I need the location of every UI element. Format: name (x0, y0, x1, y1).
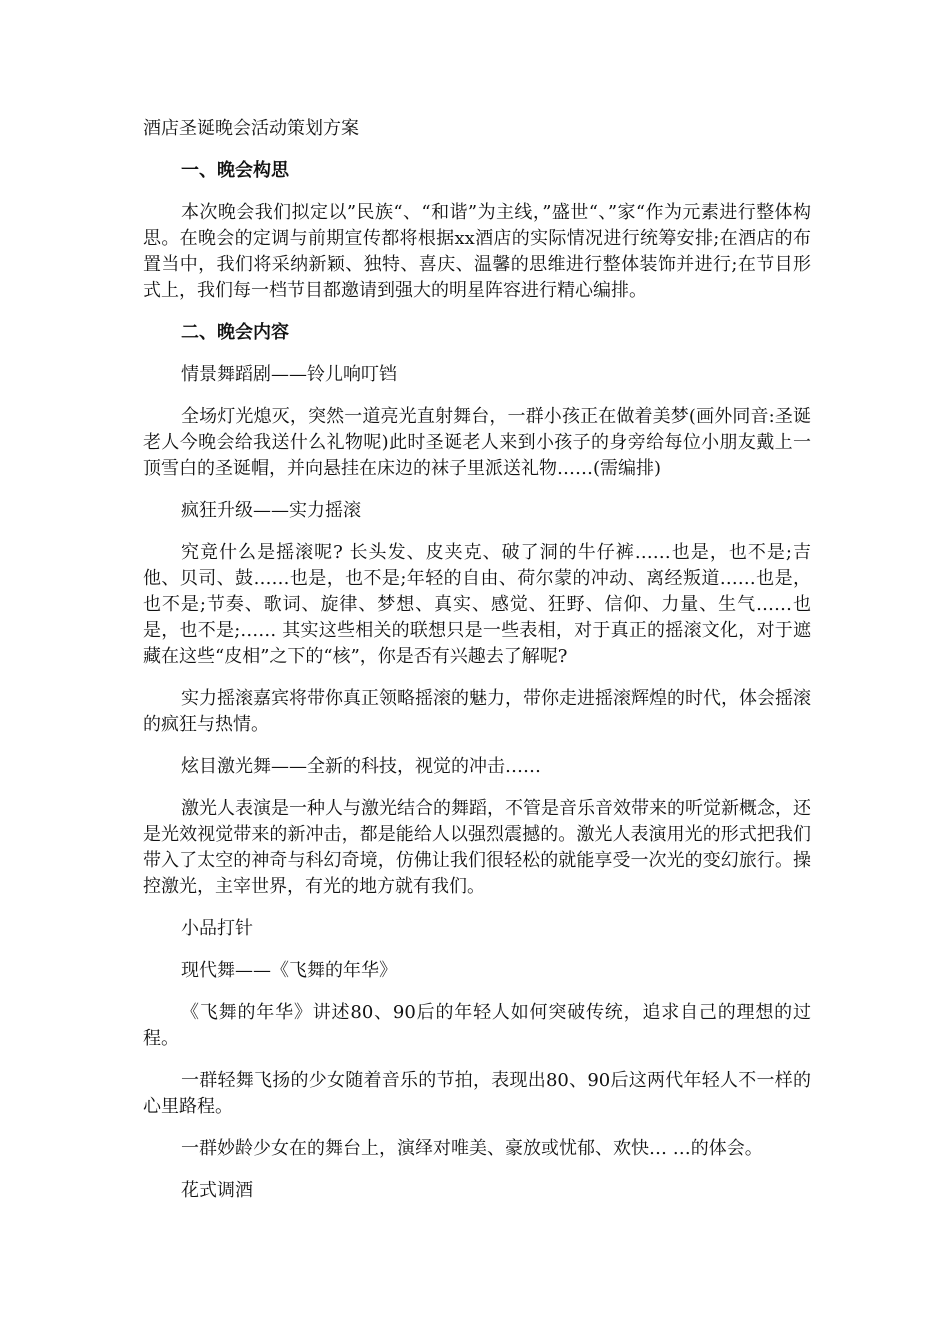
program-title-dance-drama: 情景舞蹈剧——铃儿响叮铛 (181, 364, 397, 385)
program-title-rock: 疯狂升级——实力摇滚 (181, 500, 361, 521)
program-title-bartending: 花式调酒 (181, 1180, 253, 1201)
program-description: 究竟什么是摇滚呢? 长头发、皮夹克、破了洞的牛仔裤……也是，也不是;吉他、贝司、鼓……也是，也不是;年轻的自由、荷尔蒙的冲动、离经叛道……也是，也不是;节奏、歌词、旋律、梦想、真实、感觉、狂野、信仰、力量、生气……也是，也不是;…… 其实这些相关的联想只是一些表相，对于真正的摇滚文化，对于遮藏在这些“皮相”之下的“核”，你是否有兴趣去了解呢? (143, 542, 811, 667)
concept-paragraph: 本次晚会我们拟定以”民族“、“和谐”为主线，”盛世“、”家“作为元素进行整体构思。在晚会的定调与前期宣传都将根据xx酒店的实际情况进行统筹安排;在酒店的布置当中，我们将采纳新颖、独特、喜庆、温馨的思维进行整体装饰并进行;在节目形式上，我们每一档节目都邀请到强大的明星阵容进行精心编排。 (143, 202, 811, 301)
program-title-skit: 小品打针 (181, 918, 253, 939)
section-heading-concept: 一、晚会构思 (181, 160, 289, 181)
program-description: 激光人表演是一种人与激光结合的舞蹈，不管是音乐音效带来的听觉新概念，还是光效视觉带来的新冲击，都是能给人以强烈震撼的。激光人表演用光的形式把我们带入了太空的神奇与科幻奇境，仿佛让我们很轻松的就能享受一次光的变幻旅行。操控激光，主宰世界，有光的地方就有我们。 (143, 798, 811, 897)
program-title-laser-dance: 炫目激光舞——全新的科技，视觉的冲击…… (181, 756, 541, 777)
program-description: 《飞舞的年华》讲述80、90后的年轻人如何突破传统，追求自己的理想的过程。 (143, 1002, 811, 1049)
program-description: 一群轻舞飞扬的少女随着音乐的节拍，表现出80、90后这两代年轻人不一样的心里路程。 (143, 1070, 811, 1117)
section-heading-content: 二、晚会内容 (181, 322, 289, 343)
program-description: 一群妙龄少女在的舞台上，演绎对唯美、豪放或忧郁、欢快… …的体会。 (181, 1138, 763, 1159)
program-description: 全场灯光熄灭，突然一道亮光直射舞台，一群小孩正在做着美梦(画外同音:圣诞老人今晚会给我送什么礼物呢)此时圣诞老人来到小孩子的身旁给每位小朋友戴上一顶雪白的圣诞帽，并向悬挂在床边的袜子里派送礼物……(需编排) (143, 406, 811, 479)
program-description: 实力摇滚嘉宾将带你真正领略摇滚的魅力，带你走进摇滚辉煌的时代，体会摇滚的疯狂与热情。 (143, 688, 811, 735)
program-title-modern-dance: 现代舞——《飞舞的年华》 (181, 960, 397, 981)
document-title: 酒店圣诞晚会活动策划方案 (143, 118, 359, 139)
document-body (143, 116, 811, 1220)
